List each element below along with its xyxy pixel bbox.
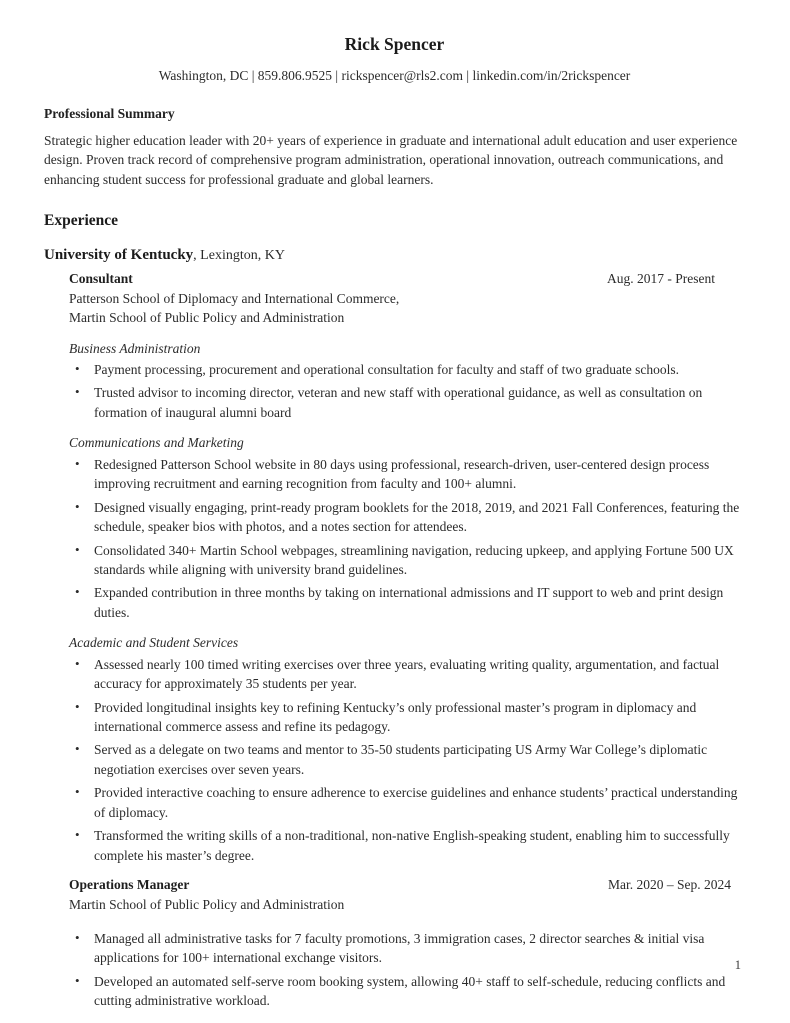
bullet-item: • Transformed the writing skills of a non-traditional, non-native English-speaking student, enabling him to successfully complete his master’s degree. [94, 826, 745, 865]
bullet-item: • Trusted advisor to incoming director, veteran and new staff with operational guidance, as well as consultation on formation of inaugural alumni board [94, 383, 745, 422]
summary-heading: Professional Summary [44, 106, 175, 122]
org-line: Patterson School of Diplomacy and International Commerce, [69, 290, 400, 306]
group-communications-marketing [69, 433, 745, 622]
page-number: 1 [734, 958, 741, 972]
role-dates: Mar. 2020 – Sep. 2024 [608, 877, 731, 893]
group-label: Communications and Marketing [69, 435, 244, 451]
employer-line [44, 246, 745, 266]
bullet-list [69, 655, 745, 865]
resume-header [44, 34, 745, 85]
role-header [69, 269, 745, 288]
candidate-name: Rick Spencer [344, 34, 445, 54]
role-dates: Aug. 2017 - Present [607, 271, 715, 287]
role-consultant [69, 269, 745, 1010]
bullet-item: • Provided interactive coaching to ensure adherence to exercise guidelines and enhance students’ practical understanding of diplomacy. [94, 783, 745, 822]
role-header [69, 875, 745, 894]
employer-location: , Lexington, KY [193, 247, 285, 263]
bullet-item: • Expanded contribution in three months by taking on international admissions and IT support to web and print design duties. [94, 583, 745, 622]
summary-section [44, 104, 745, 189]
employer-name: University of Kentucky [44, 246, 194, 263]
bullet-item: • Payment processing, procurement and operational consultation for faculty and staff of two graduate schools. [94, 360, 745, 379]
bullet-list [69, 455, 745, 623]
bullet-item: • Served as a delegate on two teams and mentor to 35-50 students participating US Army War College’s diplomatic negotiation exercises over seven years. [94, 740, 745, 779]
group-academic-student-services [69, 633, 745, 865]
contact-line: Washington, DC | 859.806.9525 | rickspencer@rls2.com | linkedin.com/in/2rickspencer [158, 68, 631, 83]
bullet-item: • Provided longitudinal insights key to refining Kentucky’s only professional master’s program in diplomacy and international commerce assess and refine its pedagogy. [94, 698, 745, 737]
bullet-list [69, 929, 745, 1011]
bullet-item: • Redesigned Patterson School website in 80 days using professional, research-driven, user-centered design process improving recruitment and earning recognition from faculty and 100+ alumni. [94, 455, 745, 494]
group-business-administration [69, 339, 745, 423]
group-label: Business Administration [69, 340, 201, 356]
org-line: Martin School of Public Policy and Administration [69, 310, 345, 326]
group-label: Academic and Student Services [69, 635, 239, 651]
bullet-item: • Assessed nearly 100 timed writing exercises over three years, evaluating writing quality, argumentation, and factual accuracy for approximately 35 students per year. [94, 655, 745, 694]
bullet-item: • Designed visually engaging, print-ready program booklets for the 2018, 2019, and 2021 Fall Conferences, featuring the schedule, speaker bios with photos, and a notes section for attendees. [94, 498, 745, 537]
role-title: Operations Manager [69, 877, 190, 893]
bullet-list [69, 360, 745, 422]
summary-text: Strategic higher education leader with 20+ years of experience in graduate and international adult education and user experience design. Proven track record of comprehensive program administration, operational innovation, outreach communications, and enhancing student success for professional graduate and global learners. [44, 132, 738, 187]
org-line: Martin School of Public Policy and Administration [69, 896, 345, 912]
role-title: Consultant [69, 271, 133, 287]
bullet-item: • Managed all administrative tasks for 7 faculty promotions, 3 immigration cases, 2 director searches & initial visa applications for 100+ international exchange visitors. [94, 929, 745, 968]
experience-heading: Experience [44, 212, 119, 230]
bullet-item: • Consolidated 340+ Martin School webpages, streamlining navigation, reducing upkeep, and applying Fortune 500 UX standards while aligning with university brand guidelines. [94, 541, 745, 580]
bullet-item: • Developed an automated self-serve room booking system, allowing 40+ staff to self-schedule, reducing conflicts and cutting administrative workload. [94, 972, 745, 1011]
experience-section [44, 212, 745, 1011]
